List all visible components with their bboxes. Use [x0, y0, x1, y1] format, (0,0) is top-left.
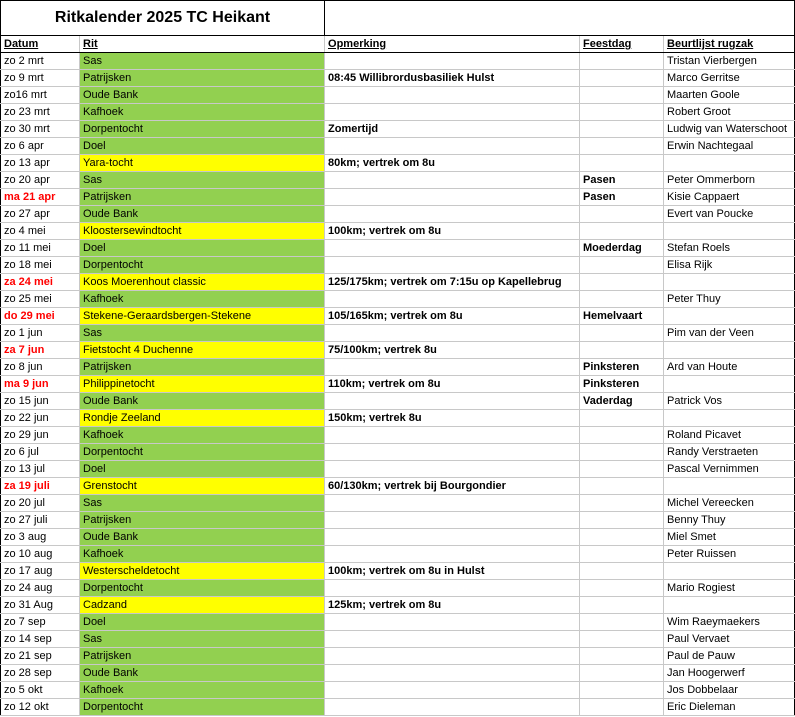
cell-datum[interactable]: ma 21 apr	[1, 189, 80, 206]
cell-opmerking[interactable]	[325, 240, 580, 257]
cell-beurtlijst[interactable]: Jan Hoogerwerf	[664, 665, 795, 682]
cell-datum[interactable]: zo 7 sep	[1, 614, 80, 631]
cell-feestdag[interactable]	[580, 342, 664, 359]
cell-feestdag[interactable]	[580, 495, 664, 512]
cell-opmerking[interactable]	[325, 257, 580, 274]
cell-opmerking[interactable]	[325, 325, 580, 342]
header-opmerking[interactable]: Opmerking	[325, 36, 580, 53]
cell-datum[interactable]: do 29 mei	[1, 308, 80, 325]
cell-feestdag[interactable]: Pinksteren	[580, 359, 664, 376]
table-row	[1, 87, 795, 104]
table-row	[1, 240, 795, 257]
cell-feestdag[interactable]: Pinksteren	[580, 376, 664, 393]
cell-datum[interactable]: zo 17 aug	[1, 563, 80, 580]
cell-beurtlijst[interactable]: Elisa Rijk	[664, 257, 795, 274]
table-row	[1, 223, 795, 240]
table-row	[1, 580, 795, 597]
cell-datum[interactable]: zo 11 mei	[1, 240, 80, 257]
cell-rit[interactable]: Yara-tocht	[80, 155, 325, 172]
table-row	[1, 342, 795, 359]
cell-beurtlijst[interactable]: Paul Vervaet	[664, 631, 795, 648]
table-row	[1, 121, 795, 138]
cell-rit[interactable]: Oude Bank	[80, 529, 325, 546]
table-row	[1, 478, 795, 495]
cell-feestdag[interactable]	[580, 121, 664, 138]
cell-rit[interactable]: Kafhoek	[80, 104, 325, 121]
cell-beurtlijst[interactable]: Wim Raeymaekers	[664, 614, 795, 631]
cell-feestdag[interactable]	[580, 631, 664, 648]
cell-datum[interactable]: zo 5 okt	[1, 682, 80, 699]
table-row	[1, 665, 795, 682]
table-row	[1, 138, 795, 155]
cell-feestdag[interactable]	[580, 104, 664, 121]
cell-beurtlijst[interactable]: Pim van der Veen	[664, 325, 795, 342]
cell-rit[interactable]: Cadzand	[80, 597, 325, 614]
cell-beurtlijst[interactable]	[664, 274, 795, 291]
cell-opmerking[interactable]: 60/130km; vertrek bij Bourgondier	[325, 478, 580, 495]
cell-opmerking[interactable]	[325, 631, 580, 648]
table-row	[1, 495, 795, 512]
table-row	[1, 53, 795, 70]
cell-feestdag[interactable]	[580, 682, 664, 699]
cell-beurtlijst[interactable]	[664, 563, 795, 580]
cell-datum[interactable]: zo 14 sep	[1, 631, 80, 648]
cell-feestdag[interactable]	[580, 155, 664, 172]
table-row	[1, 206, 795, 223]
cell-rit[interactable]: Rondje Zeeland	[80, 410, 325, 427]
cell-opmerking[interactable]	[325, 393, 580, 410]
cell-feestdag[interactable]	[580, 478, 664, 495]
cell-rit[interactable]: Grenstocht	[80, 478, 325, 495]
cell-datum[interactable]: zo 1 jun	[1, 325, 80, 342]
cell-beurtlijst[interactable]	[664, 223, 795, 240]
cell-beurtlijst[interactable]: Patrick Vos	[664, 393, 795, 410]
cell-opmerking[interactable]	[325, 189, 580, 206]
table-row	[1, 597, 795, 614]
cell-rit[interactable]: Sas	[80, 172, 325, 189]
cell-beurtlijst[interactable]: Eric Dieleman	[664, 699, 795, 716]
cell-rit[interactable]: Koos Moerenhout classic	[80, 274, 325, 291]
table-row	[1, 648, 795, 665]
cell-beurtlijst[interactable]: Miel Smet	[664, 529, 795, 546]
table-row	[1, 614, 795, 631]
cell-rit[interactable]: Doel	[80, 138, 325, 155]
cell-opmerking[interactable]: 150km; vertrek 8u	[325, 410, 580, 427]
cell-opmerking[interactable]	[325, 172, 580, 189]
cell-opmerking[interactable]: 125km; vertrek om 8u	[325, 597, 580, 614]
title-blank-cell[interactable]	[325, 1, 795, 36]
cell-beurtlijst[interactable]	[664, 342, 795, 359]
table-row	[1, 444, 795, 461]
cell-beurtlijst[interactable]: Ludwig van Waterschoot	[664, 121, 795, 138]
table-row	[1, 427, 795, 444]
cell-opmerking[interactable]: 08:45 Willibrordusbasiliek Hulst	[325, 70, 580, 87]
cell-datum[interactable]: zo 20 apr	[1, 172, 80, 189]
cell-opmerking[interactable]	[325, 699, 580, 716]
cell-datum[interactable]: zo 6 apr	[1, 138, 80, 155]
table-row	[1, 257, 795, 274]
cell-rit[interactable]: Stekene-Geraardsbergen-Stekene	[80, 308, 325, 325]
table-row	[1, 104, 795, 121]
cell-rit[interactable]: Patrijsken	[80, 512, 325, 529]
cell-rit[interactable]: Doel	[80, 240, 325, 257]
cell-opmerking[interactable]	[325, 291, 580, 308]
table-row	[1, 70, 795, 87]
header-row	[1, 36, 795, 53]
cell-feestdag[interactable]	[580, 410, 664, 427]
cell-rit[interactable]: Dorpentocht	[80, 121, 325, 138]
cell-beurtlijst[interactable]: Pascal Vernimmen	[664, 461, 795, 478]
cell-datum[interactable]: zo 6 jul	[1, 444, 80, 461]
table-row	[1, 393, 795, 410]
cell-beurtlijst[interactable]: Peter Ommerborn	[664, 172, 795, 189]
cell-opmerking[interactable]	[325, 614, 580, 631]
table-row	[1, 376, 795, 393]
table-row	[1, 155, 795, 172]
cell-datum[interactable]: ma 9 jun	[1, 376, 80, 393]
cell-opmerking[interactable]: 125/175km; vertrek om 7:15u op Kapellebrug	[325, 274, 580, 291]
cell-datum[interactable]: za 19 juli	[1, 478, 80, 495]
cell-opmerking[interactable]: 105/165km; vertrek om 8u	[325, 308, 580, 325]
table-row	[1, 189, 795, 206]
cell-beurtlijst[interactable]: Ard van Houte	[664, 359, 795, 376]
cell-beurtlijst[interactable]: Erwin Nachtegaal	[664, 138, 795, 155]
cell-opmerking[interactable]	[325, 444, 580, 461]
cell-opmerking[interactable]	[325, 206, 580, 223]
cell-opmerking[interactable]	[325, 359, 580, 376]
cell-datum[interactable]: zo 12 okt	[1, 699, 80, 716]
cell-beurtlijst[interactable]: Benny Thuy	[664, 512, 795, 529]
table-row	[1, 563, 795, 580]
cell-beurtlijst[interactable]: Kisie Cappaert	[664, 189, 795, 206]
cell-rit[interactable]: Dorpentocht	[80, 699, 325, 716]
cell-datum[interactable]: zo 31 Aug	[1, 597, 80, 614]
cell-feestdag[interactable]	[580, 257, 664, 274]
cell-rit[interactable]: Kafhoek	[80, 427, 325, 444]
cell-opmerking[interactable]	[325, 104, 580, 121]
cell-feestdag[interactable]	[580, 461, 664, 478]
cell-rit[interactable]: Kafhoek	[80, 682, 325, 699]
table-row	[1, 546, 795, 563]
header-datum[interactable]: Datum	[1, 36, 80, 53]
cell-feestdag[interactable]	[580, 614, 664, 631]
cell-feestdag[interactable]	[580, 597, 664, 614]
cell-feestdag[interactable]	[580, 206, 664, 223]
cell-opmerking[interactable]	[325, 648, 580, 665]
cell-rit[interactable]: Patrijsken	[80, 648, 325, 665]
cell-beurtlijst[interactable]: Roland Picavet	[664, 427, 795, 444]
table-row	[1, 512, 795, 529]
cell-datum[interactable]: zo 22 jun	[1, 410, 80, 427]
cell-datum[interactable]: zo16 mrt	[1, 87, 80, 104]
cell-feestdag[interactable]	[580, 648, 664, 665]
cell-feestdag[interactable]	[580, 563, 664, 580]
cell-datum[interactable]: zo 27 apr	[1, 206, 80, 223]
table-row	[1, 631, 795, 648]
cell-datum[interactable]: zo 23 mrt	[1, 104, 80, 121]
cell-rit[interactable]: Kafhoek	[80, 546, 325, 563]
cell-rit[interactable]: Sas	[80, 495, 325, 512]
cell-beurtlijst[interactable]: Mario Rogiest	[664, 580, 795, 597]
cell-opmerking[interactable]	[325, 665, 580, 682]
header-feestdag[interactable]: Feestdag	[580, 36, 664, 53]
cell-beurtlijst[interactable]	[664, 597, 795, 614]
table-row	[1, 274, 795, 291]
cell-opmerking[interactable]: 110km; vertrek om 8u	[325, 376, 580, 393]
cell-rit[interactable]: Fietstocht 4 Duchenne	[80, 342, 325, 359]
cell-beurtlijst[interactable]: Paul de Pauw	[664, 648, 795, 665]
cell-datum[interactable]: zo 30 mrt	[1, 121, 80, 138]
cell-opmerking[interactable]: 100km; vertrek om 8u	[325, 223, 580, 240]
cell-rit[interactable]: Oude Bank	[80, 665, 325, 682]
cell-datum[interactable]: zo 27 juli	[1, 512, 80, 529]
cell-datum[interactable]: za 24 mei	[1, 274, 80, 291]
cell-datum[interactable]: zo 29 jun	[1, 427, 80, 444]
cell-feestdag[interactable]: Vaderdag	[580, 393, 664, 410]
cell-feestdag[interactable]	[580, 325, 664, 342]
cell-feestdag[interactable]	[580, 70, 664, 87]
cell-beurtlijst[interactable]: Peter Ruissen	[664, 546, 795, 563]
cell-feestdag[interactable]	[580, 138, 664, 155]
cell-beurtlijst[interactable]: Jos Dobbelaar	[664, 682, 795, 699]
cell-beurtlijst[interactable]	[664, 478, 795, 495]
cell-opmerking[interactable]	[325, 427, 580, 444]
cell-rit[interactable]: Dorpentocht	[80, 580, 325, 597]
cell-datum[interactable]: zo 13 apr	[1, 155, 80, 172]
cell-feestdag[interactable]	[580, 274, 664, 291]
cell-rit[interactable]: Patrijsken	[80, 70, 325, 87]
header-rit[interactable]: Rit	[80, 36, 325, 53]
cell-feestdag[interactable]	[580, 87, 664, 104]
cell-datum[interactable]: zo 4 mei	[1, 223, 80, 240]
cell-rit[interactable]: Doel	[80, 614, 325, 631]
table-row	[1, 291, 795, 308]
cell-beurtlijst[interactable]: Stefan Roels	[664, 240, 795, 257]
cell-opmerking[interactable]	[325, 529, 580, 546]
cell-opmerking[interactable]	[325, 682, 580, 699]
cell-feestdag[interactable]: Pasen	[580, 189, 664, 206]
cell-datum[interactable]: zo 9 mrt	[1, 70, 80, 87]
cell-rit[interactable]: Sas	[80, 53, 325, 70]
table-row	[1, 461, 795, 478]
cell-beurtlijst[interactable]: Randy Verstraeten	[664, 444, 795, 461]
cell-datum[interactable]: zo 13 jul	[1, 461, 80, 478]
cell-feestdag[interactable]	[580, 580, 664, 597]
cell-beurtlijst[interactable]: Robert Groot	[664, 104, 795, 121]
table-row	[1, 529, 795, 546]
cell-opmerking[interactable]: 75/100km; vertrek 8u	[325, 342, 580, 359]
cell-beurtlijst[interactable]: Marco Gerritse	[664, 70, 795, 87]
cell-rit[interactable]: Oude Bank	[80, 206, 325, 223]
cell-datum[interactable]: za 7 jun	[1, 342, 80, 359]
cell-beurtlijst[interactable]: Evert van Poucke	[664, 206, 795, 223]
cell-datum[interactable]: zo 10 aug	[1, 546, 80, 563]
header-beurtlijst[interactable]: Beurtlijst rugzak	[664, 36, 795, 53]
cell-rit[interactable]: Doel	[80, 461, 325, 478]
cell-feestdag[interactable]: Moederdag	[580, 240, 664, 257]
cell-datum[interactable]: zo 21 sep	[1, 648, 80, 665]
cell-feestdag[interactable]	[580, 665, 664, 682]
cell-beurtlijst[interactable]	[664, 410, 795, 427]
cell-opmerking[interactable]	[325, 512, 580, 529]
cell-datum[interactable]: zo 25 mei	[1, 291, 80, 308]
cell-beurtlijst[interactable]	[664, 308, 795, 325]
cell-datum[interactable]: zo 3 aug	[1, 529, 80, 546]
cell-datum[interactable]: zo 28 sep	[1, 665, 80, 682]
cell-opmerking[interactable]	[325, 580, 580, 597]
cell-feestdag[interactable]	[580, 53, 664, 70]
cell-feestdag[interactable]	[580, 291, 664, 308]
cell-datum[interactable]: zo 8 jun	[1, 359, 80, 376]
cell-rit[interactable]: Oude Bank	[80, 393, 325, 410]
cell-datum[interactable]: zo 24 aug	[1, 580, 80, 597]
cell-opmerking[interactable]	[325, 495, 580, 512]
cell-rit[interactable]: Philippinetocht	[80, 376, 325, 393]
cell-datum[interactable]: zo 2 mrt	[1, 53, 80, 70]
cell-beurtlijst[interactable]: Maarten Goole	[664, 87, 795, 104]
cell-rit[interactable]: Kafhoek	[80, 291, 325, 308]
cell-rit[interactable]: Kloostersewindtocht	[80, 223, 325, 240]
cell-rit[interactable]: Dorpentocht	[80, 257, 325, 274]
cell-feestdag[interactable]: Hemelvaart	[580, 308, 664, 325]
cell-feestdag[interactable]	[580, 529, 664, 546]
cell-datum[interactable]: zo 18 mei	[1, 257, 80, 274]
cell-opmerking[interactable]	[325, 53, 580, 70]
cell-feestdag[interactable]	[580, 444, 664, 461]
table-row	[1, 308, 795, 325]
cell-rit[interactable]: Oude Bank	[80, 87, 325, 104]
cell-opmerking[interactable]	[325, 138, 580, 155]
cell-rit[interactable]: Westerscheldetocht	[80, 563, 325, 580]
cell-datum[interactable]: zo 15 jun	[1, 393, 80, 410]
cell-beurtlijst[interactable]: Peter Thuy	[664, 291, 795, 308]
cell-beurtlijst[interactable]: Michel Vereecken	[664, 495, 795, 512]
cell-opmerking[interactable]: Zomertijd	[325, 121, 580, 138]
cell-feestdag[interactable]	[580, 699, 664, 716]
cell-opmerking[interactable]	[325, 546, 580, 563]
cell-feestdag[interactable]: Pasen	[580, 172, 664, 189]
cell-feestdag[interactable]	[580, 427, 664, 444]
cell-opmerking[interactable]: 100km; vertrek om 8u in Hulst	[325, 563, 580, 580]
cell-rit[interactable]: Patrijsken	[80, 189, 325, 206]
table-row	[1, 325, 795, 342]
cell-feestdag[interactable]	[580, 223, 664, 240]
table-row	[1, 410, 795, 427]
cell-beurtlijst[interactable]	[664, 155, 795, 172]
cell-opmerking[interactable]	[325, 461, 580, 478]
cell-feestdag[interactable]	[580, 512, 664, 529]
cell-opmerking[interactable]	[325, 87, 580, 104]
cell-opmerking[interactable]: 80km; vertrek om 8u	[325, 155, 580, 172]
table-row	[1, 359, 795, 376]
table-row	[1, 682, 795, 699]
cell-rit[interactable]: Patrijsken	[80, 359, 325, 376]
cell-datum[interactable]: zo 20 jul	[1, 495, 80, 512]
table-row	[1, 699, 795, 716]
cell-beurtlijst[interactable]	[664, 376, 795, 393]
cell-rit[interactable]: Sas	[80, 631, 325, 648]
cell-rit[interactable]: Sas	[80, 325, 325, 342]
title-row	[1, 1, 795, 36]
cell-feestdag[interactable]	[580, 546, 664, 563]
page-title[interactable]: Ritkalender 2025 TC Heikant	[1, 1, 325, 36]
cell-rit[interactable]: Dorpentocht	[80, 444, 325, 461]
table-row	[1, 172, 795, 189]
cell-beurtlijst[interactable]: Tristan Vierbergen	[664, 53, 795, 70]
